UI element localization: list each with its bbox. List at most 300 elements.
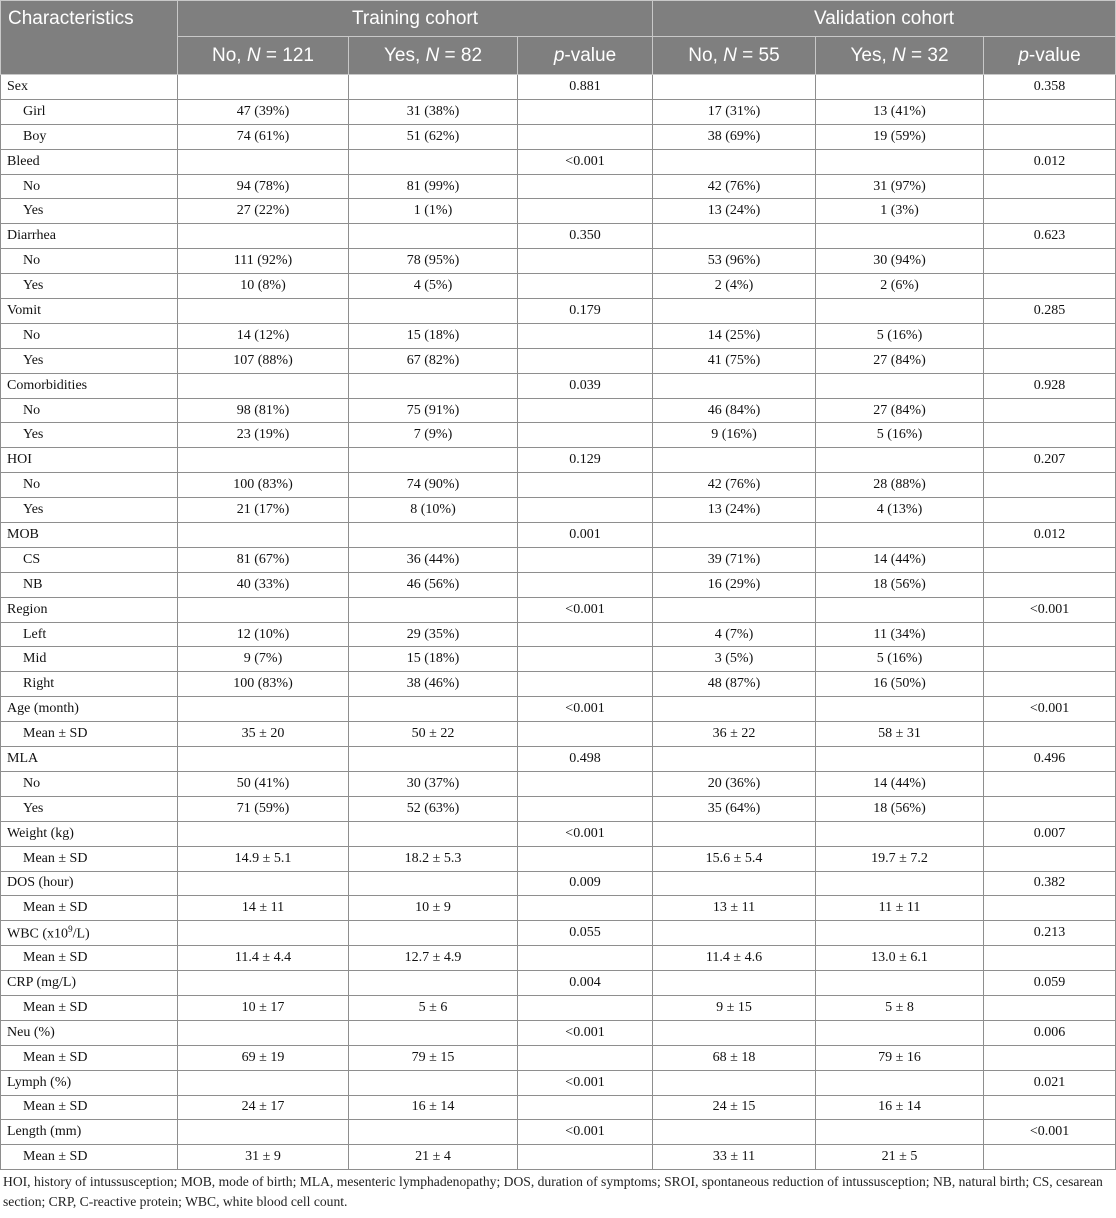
cell-validation-p-value: <0.001 [984, 1120, 1116, 1145]
cell-validation-p-value [984, 547, 1116, 572]
cell-validation-no [653, 1020, 816, 1045]
table-row [1, 199, 1116, 224]
cell-validation-no: 46 (84%) [653, 398, 816, 423]
table-row [1, 423, 1116, 448]
table-row [1, 1095, 1116, 1120]
cell-training-no: 24 ± 17 [178, 1095, 349, 1120]
cell-training-p-value [518, 672, 653, 697]
cell-validation-p-value [984, 274, 1116, 299]
cell-validation-p-value [984, 1045, 1116, 1070]
table-row-group [1, 697, 1116, 722]
row-label: Left [1, 622, 178, 647]
table-header [1, 1, 1116, 75]
cell-training-yes: 31 (38%) [349, 99, 518, 124]
cell-validation-yes [816, 821, 984, 846]
header-training-cohort: Training cohort [178, 1, 653, 37]
cell-validation-yes [816, 747, 984, 772]
row-label: Comorbidities [1, 373, 178, 398]
cell-validation-no [653, 75, 816, 100]
row-label: Mean ± SD [1, 1095, 178, 1120]
table-row [1, 946, 1116, 971]
cell-training-p-value [518, 199, 653, 224]
cell-training-p-value [518, 1145, 653, 1170]
cell-training-no: 40 (33%) [178, 572, 349, 597]
table-row-group [1, 921, 1116, 946]
cell-training-yes: 29 (35%) [349, 622, 518, 647]
table-row-group [1, 373, 1116, 398]
cell-validation-yes: 16 (50%) [816, 672, 984, 697]
cell-training-yes [349, 299, 518, 324]
cell-validation-yes: 11 ± 11 [816, 896, 984, 921]
cell-validation-yes: 18 (56%) [816, 796, 984, 821]
cell-training-p-value [518, 1045, 653, 1070]
cell-validation-p-value: 0.928 [984, 373, 1116, 398]
cell-training-p-value [518, 473, 653, 498]
cell-validation-yes [816, 697, 984, 722]
header-characteristics: Characteristics [1, 1, 178, 75]
cell-training-no: 9 (7%) [178, 647, 349, 672]
row-label: Length (mm) [1, 1120, 178, 1145]
cell-training-p-value: <0.001 [518, 1020, 653, 1045]
cell-training-p-value [518, 846, 653, 871]
header-validation-p-value: p-value [984, 37, 1116, 75]
cell-validation-p-value: 0.021 [984, 1070, 1116, 1095]
row-label: No [1, 323, 178, 348]
cell-validation-no: 15.6 ± 5.4 [653, 846, 816, 871]
cell-validation-no: 33 ± 11 [653, 1145, 816, 1170]
cell-training-yes: 81 (99%) [349, 174, 518, 199]
cell-training-yes [349, 1120, 518, 1145]
cell-training-yes [349, 448, 518, 473]
cell-training-p-value [518, 274, 653, 299]
cell-validation-yes: 19 (59%) [816, 124, 984, 149]
table-row [1, 473, 1116, 498]
row-label: Mid [1, 647, 178, 672]
cell-training-yes: 52 (63%) [349, 796, 518, 821]
table-row-group [1, 971, 1116, 996]
cell-validation-yes [816, 971, 984, 996]
cell-validation-yes [816, 75, 984, 100]
cell-training-yes [349, 821, 518, 846]
cell-validation-no: 68 ± 18 [653, 1045, 816, 1070]
cell-training-no: 107 (88%) [178, 348, 349, 373]
cell-validation-no: 11.4 ± 4.6 [653, 946, 816, 971]
cell-validation-yes [816, 523, 984, 548]
table-row [1, 622, 1116, 647]
row-label: Yes [1, 423, 178, 448]
row-label: Mean ± SD [1, 995, 178, 1020]
row-label: Diarrhea [1, 224, 178, 249]
cell-validation-p-value [984, 249, 1116, 274]
table-row-group [1, 224, 1116, 249]
cell-training-no [178, 1070, 349, 1095]
cell-training-no: 100 (83%) [178, 672, 349, 697]
row-label: Sex [1, 75, 178, 100]
cell-validation-p-value: 0.623 [984, 224, 1116, 249]
cell-training-no: 14 ± 11 [178, 896, 349, 921]
cell-training-yes: 12.7 ± 4.9 [349, 946, 518, 971]
cell-validation-no: 35 (64%) [653, 796, 816, 821]
table-row [1, 572, 1116, 597]
row-label: Bleed [1, 149, 178, 174]
row-label: Mean ± SD [1, 722, 178, 747]
cell-validation-no: 2 (4%) [653, 274, 816, 299]
cell-validation-yes [816, 224, 984, 249]
cell-validation-p-value [984, 572, 1116, 597]
cell-validation-no: 38 (69%) [653, 124, 816, 149]
cell-validation-no: 39 (71%) [653, 547, 816, 572]
cell-training-no: 35 ± 20 [178, 722, 349, 747]
cell-validation-p-value [984, 398, 1116, 423]
cell-training-p-value: 0.498 [518, 747, 653, 772]
cell-validation-yes: 5 (16%) [816, 423, 984, 448]
cell-training-yes: 18.2 ± 5.3 [349, 846, 518, 871]
cell-training-no [178, 224, 349, 249]
table-row-group [1, 747, 1116, 772]
table-row [1, 672, 1116, 697]
cell-validation-no: 41 (75%) [653, 348, 816, 373]
cell-validation-yes [816, 1120, 984, 1145]
cell-validation-p-value [984, 896, 1116, 921]
table-footnote: HOI, history of intussusception; MOB, mode of birth; MLA, mesenteric lymphadenopathy; DOS, duration of symptoms; SROI, spontaneous reduction of intussusception; NB, natural birth; CS, cesarean section; CRP, C-reactive protein; WBC, white blood cell count. [3, 1174, 1103, 1209]
cell-validation-yes: 14 (44%) [816, 771, 984, 796]
cell-validation-yes: 79 ± 16 [816, 1045, 984, 1070]
cell-training-yes: 50 ± 22 [349, 722, 518, 747]
cell-training-p-value [518, 423, 653, 448]
cell-training-yes: 30 (37%) [349, 771, 518, 796]
cell-training-p-value [518, 124, 653, 149]
cell-training-yes: 4 (5%) [349, 274, 518, 299]
cell-validation-yes: 4 (13%) [816, 498, 984, 523]
cell-training-no [178, 971, 349, 996]
cell-training-yes: 1 (1%) [349, 199, 518, 224]
cell-training-yes: 67 (82%) [349, 348, 518, 373]
cell-validation-no [653, 697, 816, 722]
cell-validation-yes: 1 (3%) [816, 199, 984, 224]
header-training-yes: Yes, N = 82 [349, 37, 518, 75]
cell-training-no: 50 (41%) [178, 771, 349, 796]
table-row-group [1, 149, 1116, 174]
cell-validation-p-value [984, 647, 1116, 672]
cell-training-yes: 15 (18%) [349, 323, 518, 348]
cell-validation-p-value: 0.006 [984, 1020, 1116, 1045]
cell-training-yes: 5 ± 6 [349, 995, 518, 1020]
cell-training-no [178, 373, 349, 398]
cell-validation-yes [816, 871, 984, 896]
cell-training-no [178, 1120, 349, 1145]
cell-validation-p-value [984, 771, 1116, 796]
cell-validation-no: 42 (76%) [653, 174, 816, 199]
cell-validation-no [653, 299, 816, 324]
table-row [1, 771, 1116, 796]
cell-training-no [178, 149, 349, 174]
cell-validation-no [653, 971, 816, 996]
cell-training-no: 10 (8%) [178, 274, 349, 299]
table-row [1, 796, 1116, 821]
cell-validation-p-value: 0.207 [984, 448, 1116, 473]
cell-training-p-value: 0.009 [518, 871, 653, 896]
cell-training-yes: 46 (56%) [349, 572, 518, 597]
cell-training-no: 81 (67%) [178, 547, 349, 572]
cell-validation-no: 14 (25%) [653, 323, 816, 348]
cell-training-yes [349, 75, 518, 100]
cell-training-no [178, 747, 349, 772]
cell-validation-p-value: 0.496 [984, 747, 1116, 772]
cell-training-no: 74 (61%) [178, 124, 349, 149]
cell-validation-yes: 13 (41%) [816, 99, 984, 124]
cell-validation-yes: 5 ± 8 [816, 995, 984, 1020]
cell-training-p-value: 0.001 [518, 523, 653, 548]
cell-training-p-value [518, 647, 653, 672]
table-row [1, 547, 1116, 572]
cell-validation-yes: 19.7 ± 7.2 [816, 846, 984, 871]
table-row-group [1, 821, 1116, 846]
cell-training-p-value: <0.001 [518, 1120, 653, 1145]
cell-training-p-value [518, 896, 653, 921]
cell-training-no: 21 (17%) [178, 498, 349, 523]
cell-training-yes [349, 747, 518, 772]
cell-validation-no [653, 523, 816, 548]
row-label: WBC $(x10^9/L)$ [1, 921, 178, 946]
cell-validation-no: 13 ± 11 [653, 896, 816, 921]
cell-training-yes [349, 871, 518, 896]
cell-validation-yes [816, 448, 984, 473]
cell-validation-no: 16 (29%) [653, 572, 816, 597]
cell-validation-yes: 27 (84%) [816, 348, 984, 373]
cell-training-no: 12 (10%) [178, 622, 349, 647]
cell-validation-p-value [984, 622, 1116, 647]
cell-training-no [178, 871, 349, 896]
cell-training-p-value [518, 995, 653, 1020]
cell-training-p-value [518, 572, 653, 597]
row-label: Age (month) [1, 697, 178, 722]
cell-validation-p-value [984, 423, 1116, 448]
cell-training-p-value: 0.039 [518, 373, 653, 398]
cell-training-p-value: <0.001 [518, 149, 653, 174]
cell-validation-yes: 31 (97%) [816, 174, 984, 199]
cell-training-yes [349, 149, 518, 174]
cell-validation-no: 4 (7%) [653, 622, 816, 647]
row-label: Vomit [1, 299, 178, 324]
cell-validation-p-value [984, 846, 1116, 871]
cell-validation-no: 42 (76%) [653, 473, 816, 498]
cell-training-p-value [518, 722, 653, 747]
table-row-group [1, 1020, 1116, 1045]
cell-validation-p-value [984, 348, 1116, 373]
row-label: Boy [1, 124, 178, 149]
cell-training-yes: 10 ± 9 [349, 896, 518, 921]
cell-training-p-value: 0.055 [518, 921, 653, 946]
cell-validation-p-value: <0.001 [984, 597, 1116, 622]
table-row [1, 846, 1116, 871]
table-row-group [1, 871, 1116, 896]
table-row-group [1, 597, 1116, 622]
cell-training-p-value [518, 771, 653, 796]
table-row-group [1, 1120, 1116, 1145]
cell-validation-no [653, 821, 816, 846]
cell-validation-no [653, 597, 816, 622]
cell-training-p-value: <0.001 [518, 597, 653, 622]
cell-validation-p-value [984, 1095, 1116, 1120]
cell-training-p-value [518, 547, 653, 572]
row-label: CS [1, 547, 178, 572]
cell-validation-p-value [984, 174, 1116, 199]
cell-training-yes: 79 ± 15 [349, 1045, 518, 1070]
table-row [1, 896, 1116, 921]
cell-validation-p-value [984, 323, 1116, 348]
cell-validation-p-value [984, 473, 1116, 498]
row-label: Yes [1, 274, 178, 299]
cell-validation-yes [816, 1020, 984, 1045]
cell-training-no: 98 (81%) [178, 398, 349, 423]
cell-training-no: 14 (12%) [178, 323, 349, 348]
cell-validation-p-value: 0.358 [984, 75, 1116, 100]
row-label: No [1, 771, 178, 796]
cell-validation-p-value [984, 722, 1116, 747]
table-row [1, 323, 1116, 348]
table-row [1, 274, 1116, 299]
cell-validation-p-value [984, 199, 1116, 224]
cell-validation-yes: 18 (56%) [816, 572, 984, 597]
cell-training-yes [349, 523, 518, 548]
cell-training-yes: 74 (90%) [349, 473, 518, 498]
cell-training-no: 11.4 ± 4.4 [178, 946, 349, 971]
cell-training-yes: 21 ± 4 [349, 1145, 518, 1170]
cell-validation-no: 17 (31%) [653, 99, 816, 124]
cell-validation-yes: 21 ± 5 [816, 1145, 984, 1170]
cell-validation-yes: 27 (84%) [816, 398, 984, 423]
cell-training-p-value [518, 1095, 653, 1120]
cell-validation-p-value: 0.059 [984, 971, 1116, 996]
cell-validation-no [653, 1120, 816, 1145]
cell-training-p-value [518, 249, 653, 274]
cell-training-yes: 38 (46%) [349, 672, 518, 697]
cell-training-yes [349, 1070, 518, 1095]
cell-training-p-value: 0.881 [518, 75, 653, 100]
table-row [1, 995, 1116, 1020]
cell-validation-yes: 30 (94%) [816, 249, 984, 274]
cell-validation-yes [816, 597, 984, 622]
table-row-group [1, 448, 1116, 473]
cell-training-p-value [518, 398, 653, 423]
cell-validation-p-value [984, 1145, 1116, 1170]
cell-validation-p-value: 0.012 [984, 523, 1116, 548]
header-validation-yes: Yes, N = 32 [816, 37, 984, 75]
cell-validation-no: 13 (24%) [653, 498, 816, 523]
cell-training-no: 94 (78%) [178, 174, 349, 199]
cell-validation-yes: 13.0 ± 6.1 [816, 946, 984, 971]
table-row [1, 1045, 1116, 1070]
cell-training-no [178, 821, 349, 846]
cell-validation-p-value [984, 124, 1116, 149]
cell-training-no: 10 ± 17 [178, 995, 349, 1020]
cell-training-yes: 15 (18%) [349, 647, 518, 672]
cell-validation-p-value [984, 946, 1116, 971]
cell-training-yes: 16 ± 14 [349, 1095, 518, 1120]
cell-validation-no: 9 ± 15 [653, 995, 816, 1020]
table-row [1, 124, 1116, 149]
table-row-group [1, 1070, 1116, 1095]
cell-training-yes: 7 (9%) [349, 423, 518, 448]
cell-validation-no: 24 ± 15 [653, 1095, 816, 1120]
table-row-group [1, 523, 1116, 548]
cell-validation-p-value: 0.213 [984, 921, 1116, 946]
cell-validation-p-value [984, 995, 1116, 1020]
cell-validation-no: 36 ± 22 [653, 722, 816, 747]
cell-validation-p-value: 0.007 [984, 821, 1116, 846]
row-label: HOI [1, 448, 178, 473]
row-label: No [1, 473, 178, 498]
row-label: Weight (kg) [1, 821, 178, 846]
cell-training-p-value [518, 99, 653, 124]
cell-validation-p-value [984, 498, 1116, 523]
cell-training-p-value: 0.004 [518, 971, 653, 996]
row-label: Yes [1, 796, 178, 821]
cell-training-p-value [518, 946, 653, 971]
cell-validation-yes: 5 (16%) [816, 323, 984, 348]
cell-validation-no [653, 224, 816, 249]
table-row [1, 99, 1116, 124]
cell-training-no [178, 921, 349, 946]
cell-training-yes [349, 224, 518, 249]
table-row [1, 348, 1116, 373]
cell-validation-p-value [984, 672, 1116, 697]
cell-validation-yes: 5 (16%) [816, 647, 984, 672]
header-training-p-value: p-value [518, 37, 653, 75]
cell-training-no [178, 75, 349, 100]
cell-training-yes: 78 (95%) [349, 249, 518, 274]
cell-validation-p-value [984, 796, 1116, 821]
cell-validation-no [653, 921, 816, 946]
row-label: Right [1, 672, 178, 697]
cell-training-no: 27 (22%) [178, 199, 349, 224]
cell-validation-no: 3 (5%) [653, 647, 816, 672]
table-row [1, 249, 1116, 274]
cell-training-yes [349, 697, 518, 722]
row-label: Yes [1, 348, 178, 373]
cell-training-p-value [518, 348, 653, 373]
row-label: Girl [1, 99, 178, 124]
cell-training-yes [349, 373, 518, 398]
row-label: Mean ± SD [1, 946, 178, 971]
table-row-group [1, 299, 1116, 324]
cell-training-p-value [518, 622, 653, 647]
cell-training-p-value: <0.001 [518, 821, 653, 846]
cell-training-no [178, 448, 349, 473]
cell-training-no [178, 523, 349, 548]
row-label: Mean ± SD [1, 1045, 178, 1070]
cell-training-p-value [518, 796, 653, 821]
cell-training-p-value: 0.350 [518, 224, 653, 249]
cell-validation-no [653, 747, 816, 772]
row-label: No [1, 398, 178, 423]
cell-training-p-value [518, 174, 653, 199]
cell-training-yes [349, 597, 518, 622]
cell-validation-no [653, 149, 816, 174]
cell-validation-yes [816, 921, 984, 946]
row-label: CRP (mg/L) [1, 971, 178, 996]
cell-training-no: 69 ± 19 [178, 1045, 349, 1070]
cell-validation-p-value: 0.012 [984, 149, 1116, 174]
cell-training-no: 23 (19%) [178, 423, 349, 448]
cell-training-yes: 36 (44%) [349, 547, 518, 572]
cell-training-no: 47 (39%) [178, 99, 349, 124]
table-row-group [1, 75, 1116, 100]
cell-validation-yes [816, 373, 984, 398]
row-label: Mean ± SD [1, 1145, 178, 1170]
table-row [1, 498, 1116, 523]
header-validation-no: No, N = 55 [653, 37, 816, 75]
